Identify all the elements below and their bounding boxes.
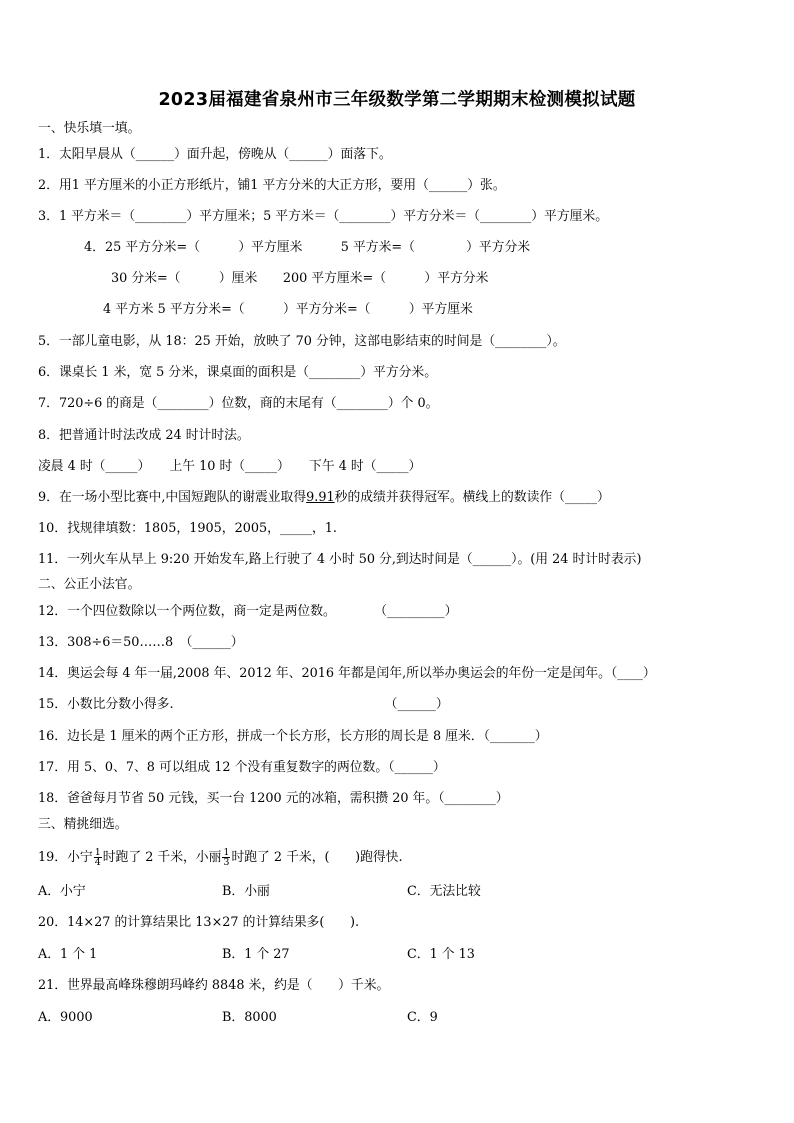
option-b: B．8000 (222, 1010, 277, 1025)
option-b: B．1 个 27 (222, 947, 290, 962)
question-4-line-3: 4 平方米 5 平方分米=（ ）平方分米=（ ）平方厘米 (103, 302, 473, 317)
question-4-line-2: 30 分米=（ ）厘米 200 平方厘米=（ ）平方分米 (111, 271, 489, 286)
question-16: 16．边长是 1 厘米的两个正方形，拼成一个长方形，长方形的周长是 8 厘米．（_______） (38, 729, 548, 744)
question-11: 11．一列火车从早上 9:20 开始发车,路上行驶了 4 小时 50 分,到达时间是（______）。(用 24 时计时表示) (38, 552, 642, 567)
page-title: 2023届福建省泉州市三年级数学第二学期期末检测模拟试题 (158, 90, 636, 110)
question-3: 3．1 平方米＝（________）平方厘米；5 平方米＝（________）平方分米＝（________）平方厘米。 (38, 209, 609, 224)
question-12: 12．一个四位数除以一个两位数，商一定是两位数。 （_________） (38, 604, 458, 619)
question-10: 10．找规律填数：1805，1905，2005，_____，1. (38, 521, 337, 536)
question-4-line-1: 4．25 平方分米=（ ）平方厘米 5 平方米=（ ）平方分米 (84, 240, 531, 255)
question-20: 20．14×27 的计算结果比 13×27 的计算结果多( ). (38, 915, 360, 930)
option-b: B．小丽 (222, 884, 270, 899)
option-c: C．1 个 13 (407, 947, 475, 962)
question-9 (38, 490, 610, 506)
option-c: C．无法比较 (407, 884, 481, 899)
question-21: 21．世界最高峰珠穆朗玛峰约 8848 米，约是（ ）千米。 (38, 978, 390, 993)
underlined-number: 9.91 (306, 490, 335, 505)
option-a: A．1 个 1 (38, 947, 98, 962)
section-heading-3: 三、精挑细选。 (38, 817, 128, 832)
fraction-one-third: $\frac{1}{3}$ (223, 847, 230, 868)
question-9-text-a: 9．在一场小型比赛中,中国短跑队的谢震业取得 (38, 490, 307, 505)
question-2: 2．用1 平方厘米的小正方形纸片，铺1 平方分米的大正方形，要用（______）张。 (38, 178, 506, 193)
question-7: 7．720÷6 的商是（________）位数，商的末尾有（________）个 0。 (38, 396, 439, 411)
question-15: 15．小数比分数小得多. （______） (38, 697, 449, 712)
question-19 (38, 848, 403, 867)
option-a: A．9000 (38, 1010, 93, 1025)
option-a: A．小宁 (38, 884, 86, 899)
question-9-text-b: 秒的成绩并获得冠军。横线上的数读作（_____） (334, 490, 610, 505)
question-19-text-b: 时跑了 2 千米，小丽 (102, 850, 222, 865)
question-6: 6．课桌长 1 米，宽 5 分米，课桌面的面积是（________）平方分米。 (38, 365, 438, 380)
section-heading-2: 二、公正小法官。 (38, 577, 141, 592)
question-17: 17．用 5、0、7、8 可以组成 12 个没有重复数字的两位数。（______） (38, 760, 446, 775)
question-13: 13．308÷6＝50……8 （______） (38, 635, 244, 650)
question-14: 14．奥运会每 4 年一届,2008 年、2012 年、2016 年都是闰年,所以举办奥运会的年份一定是闰年。（____） (38, 666, 656, 681)
question-1: 1．太阳早晨从（______）面升起，傍晚从（______）面落下。 (38, 147, 392, 162)
question-19-text-a: 19．小宁 (38, 850, 93, 865)
question-8: 8．把普通计时法改成 24 时计时法。 (38, 428, 250, 443)
question-8-answers: 凌晨 4 时（_____） 上午 10 时（_____） 下午 4 时（_____） (38, 459, 422, 474)
question-19-text-c: 时跑了 2 千米，( )跑得快. (231, 850, 403, 865)
option-c: C．9 (407, 1010, 438, 1025)
section-heading-1: 一、快乐填一填。 (38, 121, 141, 136)
question-18: 18．爸爸每月节省 50 元钱，买一台 1200 元的冰箱，需积攒 20 年。（________） (38, 791, 509, 806)
question-5: 5．一部儿童电影，从 18：25 开始，放映了 70 分钟，这部电影结束的时间是（________）。 (38, 334, 566, 349)
fraction-one-quarter: $\frac{1}{4}$ (94, 847, 101, 868)
